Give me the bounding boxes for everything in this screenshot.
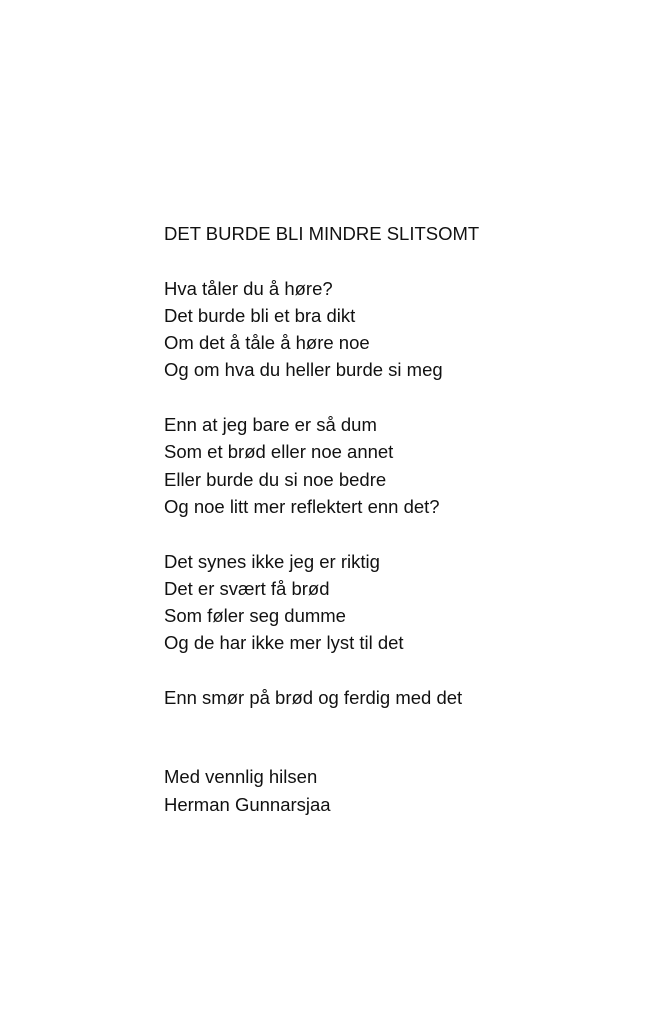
poem-line: Enn at jeg bare er så dum [164,414,377,436]
poem-line: Det burde bli et bra dikt [164,304,356,326]
stanza-1 [164,275,624,384]
poem-line: Det synes ikke jeg er riktig [164,550,380,572]
stanza-4 [164,684,624,711]
poem-line: Eller burde du si noe bedre [164,468,387,490]
signoff [164,763,624,818]
poem-line: Og noe litt mer reflektert enn det? [164,495,440,517]
poem-line: Det er svært få brød [164,577,330,599]
poem-line: Og om hva du heller burde si meg [164,359,443,381]
poem-line: Og de har ikke mer lyst til det [164,632,404,654]
poem-line: Som et brød eller noe annet [164,441,394,463]
poem-body [164,220,624,818]
signoff-greeting: Med vennlig hilsen [164,766,318,788]
poem-line: Enn smør på brød og ferdig med det [164,687,463,709]
poem-title: DET BURDE BLI MINDRE SLITSOMT [164,223,480,244]
stanza-2 [164,411,624,520]
poem-line: Som føler seg dumme [164,605,346,627]
author-name: Herman Gunnarsjaa [164,793,331,815]
poem-line: Om det å tåle å høre noe [164,332,370,354]
stanza-3 [164,548,624,657]
poem-line: Hva tåler du å høre? [164,277,333,299]
